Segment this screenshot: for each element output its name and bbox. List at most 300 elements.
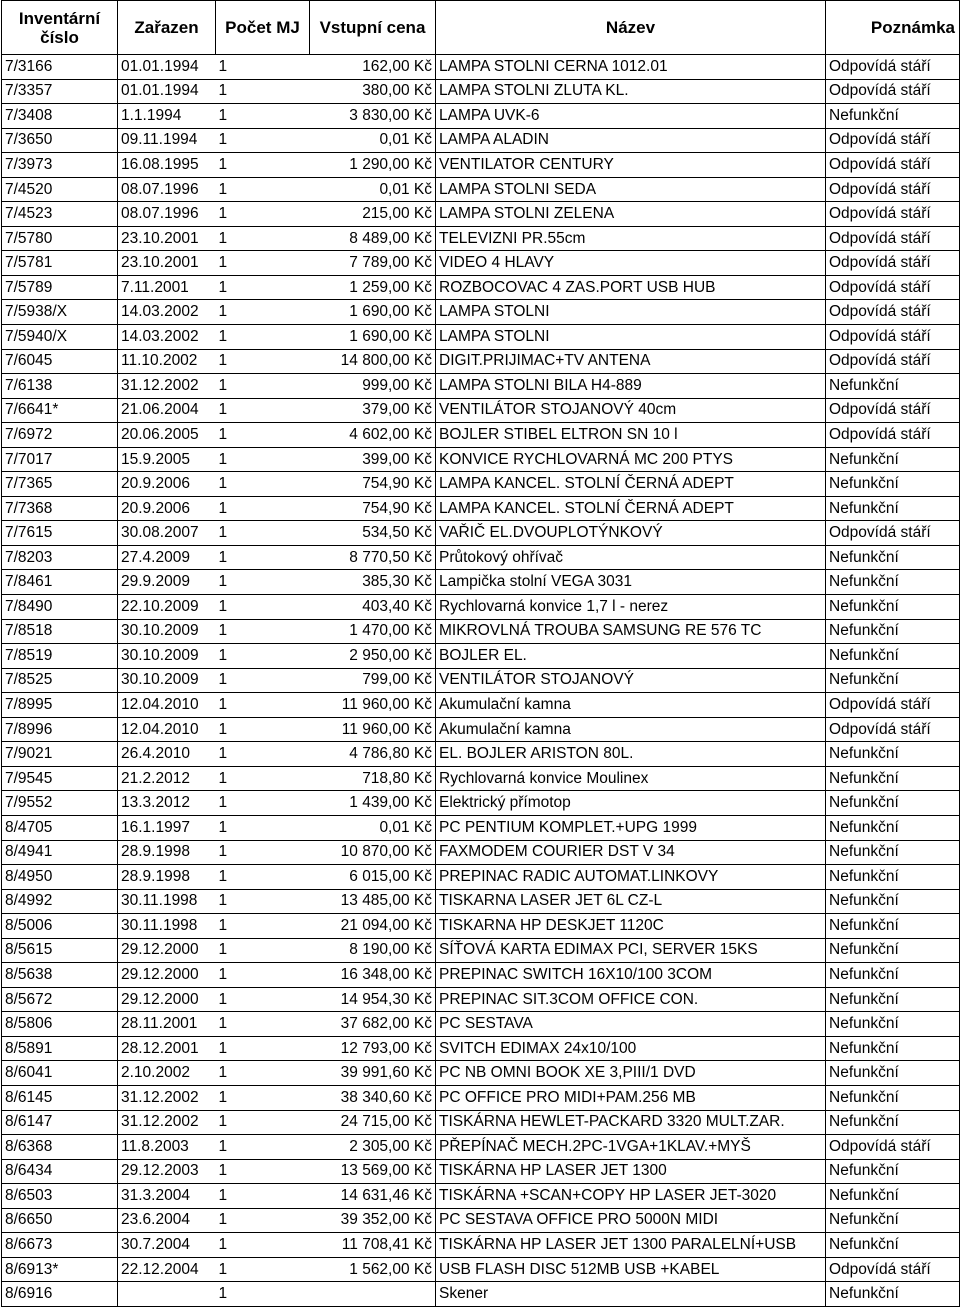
row-name: Elektrický přímotop xyxy=(436,791,826,816)
table-row xyxy=(2,349,960,374)
table-row xyxy=(2,251,960,276)
table-row xyxy=(2,374,960,399)
row-inventory-number: 8/5672 xyxy=(2,987,118,1012)
row-note: Odpovídá stáří xyxy=(826,251,960,276)
row-note: Nefunkční xyxy=(826,472,960,497)
row-quantity: 1 xyxy=(216,275,310,300)
table-row xyxy=(2,104,960,129)
row-inventory-number: 7/6641* xyxy=(2,398,118,423)
row-price: 999,00 Kč xyxy=(310,374,436,399)
table-row xyxy=(2,325,960,350)
table-row xyxy=(2,1135,960,1160)
row-note: Odpovídá stáří xyxy=(826,128,960,153)
row-inventory-number: 7/3166 xyxy=(2,55,118,80)
table-row xyxy=(2,177,960,202)
row-name: TELEVIZNI PR.55cm xyxy=(436,226,826,251)
row-date: 30.08.2007 xyxy=(118,521,216,546)
row-name: LAMPA STOLNI SEDA xyxy=(436,177,826,202)
row-inventory-number: 7/4523 xyxy=(2,202,118,227)
table-row xyxy=(2,865,960,890)
row-inventory-number: 8/5615 xyxy=(2,938,118,963)
row-quantity: 1 xyxy=(216,398,310,423)
row-inventory-number: 7/8203 xyxy=(2,545,118,570)
row-inventory-number: 7/8996 xyxy=(2,717,118,742)
row-date xyxy=(118,1282,216,1307)
row-name: Skener xyxy=(436,1282,826,1307)
row-inventory-number: 7/8518 xyxy=(2,619,118,644)
row-quantity: 1 xyxy=(216,693,310,718)
row-price: 1 470,00 Kč xyxy=(310,619,436,644)
row-name: LAMPA STOLNI xyxy=(436,300,826,325)
table-row xyxy=(2,791,960,816)
row-quantity: 1 xyxy=(216,1012,310,1037)
row-date: 23.10.2001 xyxy=(118,226,216,251)
row-inventory-number: 8/6650 xyxy=(2,1208,118,1233)
header-date: Zařazen xyxy=(118,1,216,55)
row-note: Nefunkční xyxy=(826,1061,960,1086)
row-price: 1 259,00 Kč xyxy=(310,275,436,300)
row-inventory-number: 8/6368 xyxy=(2,1135,118,1160)
row-name: PREPINAC SIT.3COM OFFICE CON. xyxy=(436,987,826,1012)
row-name: VAŘIČ EL.DVOUPLOTÝNKOVÝ xyxy=(436,521,826,546)
row-quantity: 1 xyxy=(216,447,310,472)
row-note: Nefunkční xyxy=(826,766,960,791)
row-quantity: 1 xyxy=(216,791,310,816)
header-name: Název xyxy=(436,1,826,55)
row-name: PC OFFICE PRO MIDI+PAM.256 MB xyxy=(436,1085,826,1110)
row-inventory-number: 7/8525 xyxy=(2,668,118,693)
row-name: TISKÁRNA +SCAN+COPY HP LASER JET-3020 xyxy=(436,1184,826,1209)
table-row xyxy=(2,1110,960,1135)
row-name: FAXMODEM COURIER DST V 34 xyxy=(436,840,826,865)
row-quantity: 1 xyxy=(216,251,310,276)
row-date: 26.4.2010 xyxy=(118,742,216,767)
row-quantity: 1 xyxy=(216,300,310,325)
row-name: USB FLASH DISC 512MB USB +KABEL xyxy=(436,1257,826,1282)
row-quantity: 1 xyxy=(216,423,310,448)
row-date: 08.07.1996 xyxy=(118,177,216,202)
row-price: 0,01 Kč xyxy=(310,177,436,202)
row-inventory-number: 8/5806 xyxy=(2,1012,118,1037)
row-inventory-number: 7/5940/X xyxy=(2,325,118,350)
table-row xyxy=(2,889,960,914)
row-price: 534,50 Kč xyxy=(310,521,436,546)
row-date: 30.11.1998 xyxy=(118,914,216,939)
row-price: 11 960,00 Kč xyxy=(310,693,436,718)
row-note: Nefunkční xyxy=(826,1184,960,1209)
row-date: 29.9.2009 xyxy=(118,570,216,595)
row-name: DIGIT.PRIJIMAC+TV ANTENA xyxy=(436,349,826,374)
row-date: 20.06.2005 xyxy=(118,423,216,448)
row-name: TISKÁRNA HEWLET-PACKARD 3320 MULT.ZAR. xyxy=(436,1110,826,1135)
table-row xyxy=(2,275,960,300)
row-note: Odpovídá stáří xyxy=(826,521,960,546)
row-inventory-number: 8/6145 xyxy=(2,1085,118,1110)
row-price: 4 602,00 Kč xyxy=(310,423,436,448)
header-inventory-number: Inventární číslo xyxy=(2,1,118,55)
row-date: 14.03.2002 xyxy=(118,300,216,325)
row-date: 29.12.2000 xyxy=(118,963,216,988)
row-note: Odpovídá stáří xyxy=(826,202,960,227)
table-row xyxy=(2,668,960,693)
row-inventory-number: 7/9552 xyxy=(2,791,118,816)
row-price: 1 439,00 Kč xyxy=(310,791,436,816)
row-price: 16 348,00 Kč xyxy=(310,963,436,988)
row-price: 2 305,00 Kč xyxy=(310,1135,436,1160)
row-price: 39 991,60 Kč xyxy=(310,1061,436,1086)
row-name: TISKARNA HP DESKJET 1120C xyxy=(436,914,826,939)
row-inventory-number: 7/4520 xyxy=(2,177,118,202)
row-name: LAMPA KANCEL. STOLNÍ ČERNÁ ADEPT xyxy=(436,496,826,521)
row-quantity: 1 xyxy=(216,815,310,840)
row-price: 2 950,00 Kč xyxy=(310,644,436,669)
row-quantity: 1 xyxy=(216,914,310,939)
row-price: 399,00 Kč xyxy=(310,447,436,472)
row-date: 31.12.2002 xyxy=(118,374,216,399)
table-row xyxy=(2,1012,960,1037)
row-price: 754,90 Kč xyxy=(310,472,436,497)
row-quantity: 1 xyxy=(216,1061,310,1086)
table-row xyxy=(2,1208,960,1233)
row-price: 14 954,30 Kč xyxy=(310,987,436,1012)
row-inventory-number: 8/6673 xyxy=(2,1233,118,1258)
table-row xyxy=(2,840,960,865)
table-row xyxy=(2,766,960,791)
row-date: 7.11.2001 xyxy=(118,275,216,300)
table-row xyxy=(2,79,960,104)
row-name: Lampička stolní VEGA 3031 xyxy=(436,570,826,595)
row-name: LAMPA STOLNI CERNA 1012.01 xyxy=(436,55,826,80)
row-quantity: 1 xyxy=(216,1159,310,1184)
row-date: 31.12.2002 xyxy=(118,1110,216,1135)
inventory-table xyxy=(1,0,960,1307)
table-row xyxy=(2,963,960,988)
table-row xyxy=(2,570,960,595)
row-note: Odpovídá stáří xyxy=(826,423,960,448)
row-price: 4 786,80 Kč xyxy=(310,742,436,767)
table-row xyxy=(2,55,960,80)
row-price: 8 190,00 Kč xyxy=(310,938,436,963)
row-name: VIDEO 4 HLAVY xyxy=(436,251,826,276)
row-price: 385,30 Kč xyxy=(310,570,436,595)
row-quantity: 1 xyxy=(216,1184,310,1209)
row-inventory-number: 8/4705 xyxy=(2,815,118,840)
table-row xyxy=(2,496,960,521)
row-quantity: 1 xyxy=(216,889,310,914)
row-note: Nefunkční xyxy=(826,619,960,644)
row-name: LAMPA STOLNI BILA H4-889 xyxy=(436,374,826,399)
table-row xyxy=(2,300,960,325)
row-price: 12 793,00 Kč xyxy=(310,1036,436,1061)
row-price: 14 631,46 Kč xyxy=(310,1184,436,1209)
row-inventory-number: 7/7365 xyxy=(2,472,118,497)
row-quantity: 1 xyxy=(216,717,310,742)
row-date: 28.11.2001 xyxy=(118,1012,216,1037)
row-quantity: 1 xyxy=(216,840,310,865)
row-note: Odpovídá stáří xyxy=(826,275,960,300)
row-price: 1 690,00 Kč xyxy=(310,300,436,325)
row-name: LAMPA UVK-6 xyxy=(436,104,826,129)
row-note: Nefunkční xyxy=(826,1282,960,1307)
row-price: 7 789,00 Kč xyxy=(310,251,436,276)
row-note: Odpovídá stáří xyxy=(826,79,960,104)
row-name: VENTILÁTOR STOJANOVÝ xyxy=(436,668,826,693)
row-quantity: 1 xyxy=(216,987,310,1012)
row-inventory-number: 7/3650 xyxy=(2,128,118,153)
row-date: 12.04.2010 xyxy=(118,693,216,718)
row-quantity: 1 xyxy=(216,963,310,988)
row-name: TISKÁRNA HP LASER JET 1300 PARALELNÍ+USB xyxy=(436,1233,826,1258)
row-name: PREPINAC SWITCH 16X10/100 3COM xyxy=(436,963,826,988)
row-date: 23.10.2001 xyxy=(118,251,216,276)
table-row xyxy=(2,545,960,570)
table-row xyxy=(2,1036,960,1061)
row-note: Nefunkční xyxy=(826,815,960,840)
row-note: Nefunkční xyxy=(826,914,960,939)
row-inventory-number: 7/3408 xyxy=(2,104,118,129)
row-quantity: 1 xyxy=(216,1233,310,1258)
row-quantity: 1 xyxy=(216,865,310,890)
table-row xyxy=(2,472,960,497)
row-note: Nefunkční xyxy=(826,840,960,865)
row-price: 799,00 Kč xyxy=(310,668,436,693)
row-inventory-number: 7/6045 xyxy=(2,349,118,374)
row-quantity: 1 xyxy=(216,521,310,546)
row-quantity: 1 xyxy=(216,668,310,693)
table-row xyxy=(2,398,960,423)
table-row xyxy=(2,1282,960,1307)
row-price: 8 489,00 Kč xyxy=(310,226,436,251)
row-note: Nefunkční xyxy=(826,447,960,472)
row-date: 28.9.1998 xyxy=(118,865,216,890)
row-inventory-number: 7/5938/X xyxy=(2,300,118,325)
row-inventory-number: 7/8461 xyxy=(2,570,118,595)
row-quantity: 1 xyxy=(216,79,310,104)
row-quantity: 1 xyxy=(216,595,310,620)
row-note: Odpovídá stáří xyxy=(826,1257,960,1282)
row-price: 8 770,50 Kč xyxy=(310,545,436,570)
row-price: 6 015,00 Kč xyxy=(310,865,436,890)
row-note: Nefunkční xyxy=(826,1233,960,1258)
row-note: Nefunkční xyxy=(826,889,960,914)
row-inventory-number: 7/6138 xyxy=(2,374,118,399)
row-price: 14 800,00 Kč xyxy=(310,349,436,374)
row-quantity: 1 xyxy=(216,472,310,497)
row-date: 01.01.1994 xyxy=(118,79,216,104)
row-inventory-number: 8/6147 xyxy=(2,1110,118,1135)
row-note: Nefunkční xyxy=(826,987,960,1012)
row-date: 08.07.1996 xyxy=(118,202,216,227)
row-date: 12.04.2010 xyxy=(118,717,216,742)
row-name: SÍŤOVÁ KARTA EDIMAX PCI, SERVER 15KS xyxy=(436,938,826,963)
row-date: 1.1.1994 xyxy=(118,104,216,129)
row-quantity: 1 xyxy=(216,1110,310,1135)
row-date: 11.10.2002 xyxy=(118,349,216,374)
table-row xyxy=(2,226,960,251)
header-note: Poznámka xyxy=(826,1,960,55)
row-date: 22.12.2004 xyxy=(118,1257,216,1282)
row-inventory-number: 7/5789 xyxy=(2,275,118,300)
row-note: Nefunkční xyxy=(826,1110,960,1135)
row-date: 14.03.2002 xyxy=(118,325,216,350)
row-quantity: 1 xyxy=(216,226,310,251)
row-quantity: 1 xyxy=(216,349,310,374)
row-price: 1 690,00 Kč xyxy=(310,325,436,350)
row-price: 21 094,00 Kč xyxy=(310,914,436,939)
row-note: Nefunkční xyxy=(826,595,960,620)
row-date: 30.10.2009 xyxy=(118,644,216,669)
row-name: PŘEPÍNAČ MECH.2PC-1VGA+1KLAV.+MYŠ xyxy=(436,1135,826,1160)
table-row xyxy=(2,1233,960,1258)
row-name: PC NB OMNI BOOK XE 3,PIII/1 DVD xyxy=(436,1061,826,1086)
row-inventory-number: 7/8995 xyxy=(2,693,118,718)
row-inventory-number: 7/7615 xyxy=(2,521,118,546)
row-quantity: 1 xyxy=(216,177,310,202)
row-name: Rychlovarná konvice 1,7 l - nerez xyxy=(436,595,826,620)
row-name: BOJLER STIBEL ELTRON SN 10 l xyxy=(436,423,826,448)
row-date: 30.7.2004 xyxy=(118,1233,216,1258)
row-quantity: 1 xyxy=(216,104,310,129)
row-name: LAMPA STOLNI ZLUTA KL. xyxy=(436,79,826,104)
row-date: 16.1.1997 xyxy=(118,815,216,840)
row-inventory-number: 7/5780 xyxy=(2,226,118,251)
row-name: PC SESTAVA OFFICE PRO 5000N MIDI xyxy=(436,1208,826,1233)
row-price: 718,80 Kč xyxy=(310,766,436,791)
row-date: 31.12.2002 xyxy=(118,1085,216,1110)
row-price: 3 830,00 Kč xyxy=(310,104,436,129)
row-date: 28.12.2001 xyxy=(118,1036,216,1061)
table-row xyxy=(2,521,960,546)
row-price: 162,00 Kč xyxy=(310,55,436,80)
row-note: Odpovídá stáří xyxy=(826,153,960,178)
table-row xyxy=(2,153,960,178)
table-row xyxy=(2,619,960,644)
row-price: 1 562,00 Kč xyxy=(310,1257,436,1282)
row-inventory-number: 8/6041 xyxy=(2,1061,118,1086)
table-row xyxy=(2,742,960,767)
row-inventory-number: 7/8490 xyxy=(2,595,118,620)
row-quantity: 1 xyxy=(216,496,310,521)
row-note: Nefunkční xyxy=(826,938,960,963)
row-quantity: 1 xyxy=(216,742,310,767)
row-price: 754,90 Kč xyxy=(310,496,436,521)
row-note: Odpovídá stáří xyxy=(826,717,960,742)
row-note: Nefunkční xyxy=(826,791,960,816)
row-note: Odpovídá stáří xyxy=(826,693,960,718)
row-date: 29.12.2000 xyxy=(118,938,216,963)
row-inventory-number: 8/4941 xyxy=(2,840,118,865)
row-name: KONVICE RYCHLOVARNÁ MC 200 PTYS xyxy=(436,447,826,472)
row-inventory-number: 7/5781 xyxy=(2,251,118,276)
row-date: 13.3.2012 xyxy=(118,791,216,816)
row-note: Nefunkční xyxy=(826,1085,960,1110)
row-price: 0,01 Kč xyxy=(310,128,436,153)
row-date: 27.4.2009 xyxy=(118,545,216,570)
row-name: ROZBOCOVAC 4 ZAS.PORT USB HUB xyxy=(436,275,826,300)
row-note: Odpovídá stáří xyxy=(826,177,960,202)
row-note: Nefunkční xyxy=(826,742,960,767)
row-price: 1 290,00 Kč xyxy=(310,153,436,178)
row-name: Akumulační kamna xyxy=(436,717,826,742)
table-row xyxy=(2,1257,960,1282)
row-note: Odpovídá stáří xyxy=(826,1135,960,1160)
row-note: Nefunkční xyxy=(826,1012,960,1037)
row-quantity: 1 xyxy=(216,545,310,570)
row-name: Rychlovarná konvice Moulinex xyxy=(436,766,826,791)
table-row xyxy=(2,644,960,669)
row-date: 2.10.2002 xyxy=(118,1061,216,1086)
table-row xyxy=(2,423,960,448)
table-row xyxy=(2,202,960,227)
row-name: LAMPA STOLNI ZELENA xyxy=(436,202,826,227)
row-note: Nefunkční xyxy=(826,1208,960,1233)
row-inventory-number: 8/6916 xyxy=(2,1282,118,1307)
row-note: Odpovídá stáří xyxy=(826,325,960,350)
row-name: Akumulační kamna xyxy=(436,693,826,718)
row-price: 215,00 Kč xyxy=(310,202,436,227)
row-quantity: 1 xyxy=(216,619,310,644)
row-date: 30.11.1998 xyxy=(118,889,216,914)
row-inventory-number: 7/3357 xyxy=(2,79,118,104)
row-quantity: 1 xyxy=(216,1135,310,1160)
row-date: 11.8.2003 xyxy=(118,1135,216,1160)
row-price: 38 340,60 Kč xyxy=(310,1085,436,1110)
row-note: Odpovídá stáří xyxy=(826,398,960,423)
row-note: Nefunkční xyxy=(826,545,960,570)
table-row xyxy=(2,1184,960,1209)
table-row xyxy=(2,1085,960,1110)
row-name: BOJLER EL. xyxy=(436,644,826,669)
row-name: MIKROVLNÁ TROUBA SAMSUNG RE 576 TC xyxy=(436,619,826,644)
row-price: 379,00 Kč xyxy=(310,398,436,423)
row-note: Nefunkční xyxy=(826,1036,960,1061)
row-note: Nefunkční xyxy=(826,644,960,669)
row-price: 37 682,00 Kč xyxy=(310,1012,436,1037)
table-row xyxy=(2,717,960,742)
header-price: Vstupní cena xyxy=(310,1,436,55)
row-inventory-number: 8/5638 xyxy=(2,963,118,988)
table-header xyxy=(2,1,960,55)
table-row xyxy=(2,815,960,840)
table-row xyxy=(2,914,960,939)
row-note: Odpovídá stáří xyxy=(826,300,960,325)
row-inventory-number: 8/5006 xyxy=(2,914,118,939)
row-inventory-number: 8/5891 xyxy=(2,1036,118,1061)
row-name: TISKARNA LASER JET 6L CZ-L xyxy=(436,889,826,914)
row-inventory-number: 7/7017 xyxy=(2,447,118,472)
row-name: VENTILÁTOR STOJANOVÝ 40cm xyxy=(436,398,826,423)
row-price: 13 485,00 Kč xyxy=(310,889,436,914)
table-row xyxy=(2,1061,960,1086)
row-quantity: 1 xyxy=(216,128,310,153)
row-date: 31.3.2004 xyxy=(118,1184,216,1209)
row-quantity: 1 xyxy=(216,938,310,963)
row-inventory-number: 7/6972 xyxy=(2,423,118,448)
row-quantity: 1 xyxy=(216,374,310,399)
row-price: 10 870,00 Kč xyxy=(310,840,436,865)
row-price: 11 708,41 Kč xyxy=(310,1233,436,1258)
row-name: PREPINAC RADIC AUTOMAT.LINKOVY xyxy=(436,865,826,890)
row-inventory-number: 7/3973 xyxy=(2,153,118,178)
table-row xyxy=(2,693,960,718)
row-quantity: 1 xyxy=(216,1257,310,1282)
row-price xyxy=(310,1282,436,1307)
row-name: SVITCH EDIMAX 24x10/100 xyxy=(436,1036,826,1061)
row-price: 0,01 Kč xyxy=(310,815,436,840)
table-row xyxy=(2,938,960,963)
row-note: Odpovídá stáří xyxy=(826,349,960,374)
row-name: LAMPA ALADIN xyxy=(436,128,826,153)
